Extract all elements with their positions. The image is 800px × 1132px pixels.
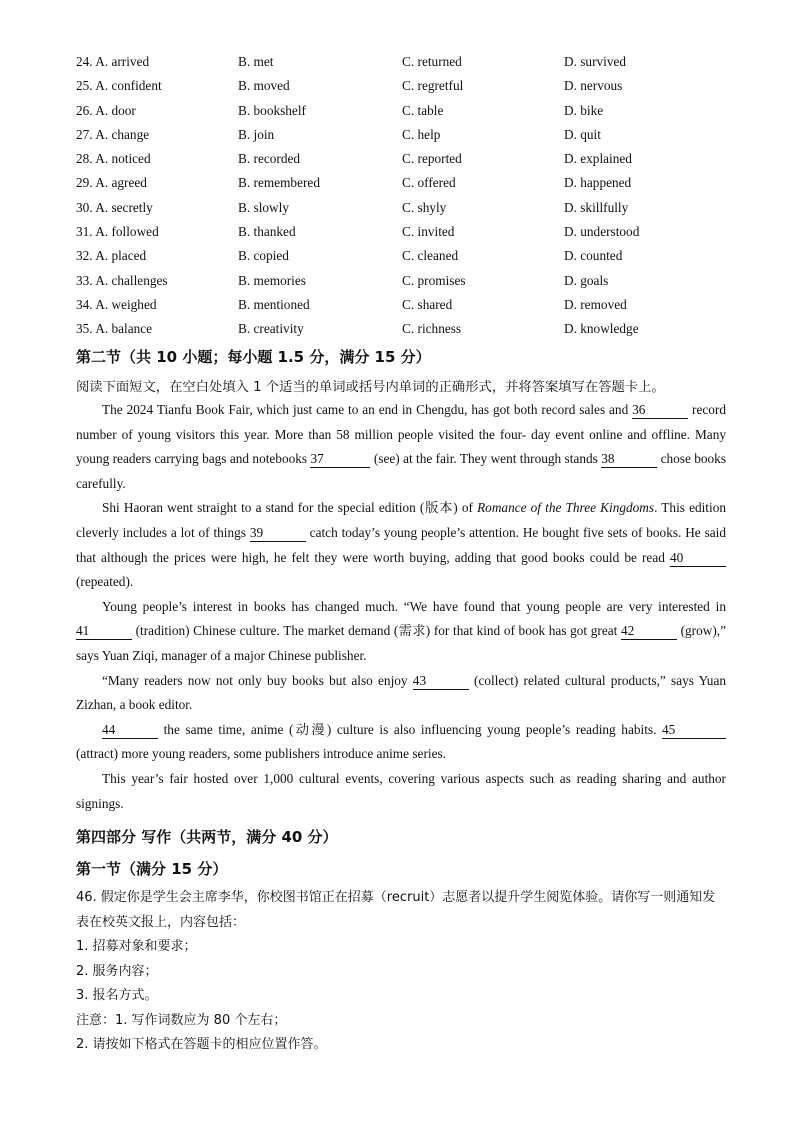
passage-paragraph [76, 669, 726, 718]
sub-heading: 第一节（满分 15 分） [76, 860, 228, 878]
blank-45: 45 [662, 721, 726, 739]
option-row [76, 171, 736, 195]
option-d: D. removed [564, 296, 627, 312]
option-row [76, 74, 736, 98]
option-d: D. counted [564, 248, 623, 264]
option-d: D. explained [564, 151, 632, 167]
option-c: C. richness [402, 321, 462, 337]
option-c: C. table [402, 102, 444, 118]
option-c: C. promises [402, 272, 466, 288]
task-item: 1. 招募对象和要求； [76, 939, 197, 954]
task-note: 2. 请按如下格式在答题卡的相应位置作答。 [76, 1037, 327, 1052]
option-a: 26. A. door [76, 102, 136, 118]
option-c: C. returned [402, 54, 462, 69]
option-d: D. skillfully [564, 199, 629, 215]
part-heading: 第四部分 写作（共两节，满分 40 分） [76, 828, 338, 846]
option-a: 24. A. arrived [76, 54, 150, 69]
option-b: B. moved [238, 78, 290, 94]
option-b: B. remembered [238, 175, 320, 191]
option-row [76, 99, 736, 123]
options-table [76, 50, 736, 342]
option-b: B. mentioned [238, 296, 310, 312]
passage-text: Shi Haoran went straight to a stand for the special edition (版本) of [102, 500, 478, 516]
option-d: D. knowledge [564, 321, 639, 337]
option-a: 35. A. balance [76, 321, 153, 337]
option-b: B. join [238, 126, 275, 142]
option-a: 31. A. followed [76, 224, 159, 240]
writing-task [76, 886, 726, 1058]
option-d: D. understood [564, 224, 640, 240]
passage-text: catch today’s young people’s attention. He bought five sets of books. He said that although the prices were high, he felt they were worth buying, adding that good books could be read [76, 524, 726, 565]
option-d: D. happened [564, 175, 632, 191]
option-row [76, 317, 736, 341]
option-row [76, 50, 736, 74]
option-a: 33. A. challenges [76, 272, 168, 288]
book-title: Romance of the Three Kingdoms [477, 500, 655, 516]
option-row [76, 147, 736, 171]
passage-text: “Many readers now not only buy books but also enjoy [102, 672, 413, 688]
option-row [76, 269, 736, 293]
blank-40: 40 [670, 549, 726, 567]
blank-37: 37 [310, 450, 370, 468]
option-row [76, 196, 736, 220]
passage-paragraph: This year’s fair hosted over 1,000 cultural events, covering various aspects such as reading sharing and author signings. [76, 770, 726, 811]
option-c: C. invited [402, 224, 455, 240]
passage-text: (collect) related cultural products,” says Yuan Zizhan, a book editor. [76, 672, 726, 713]
passage-text: the same time, anime (动漫) culture is also influencing young people’s reading habits. [158, 721, 662, 737]
blank-36: 36 [632, 401, 688, 419]
option-c: C. reported [402, 151, 462, 167]
option-c: C. cleaned [402, 248, 459, 264]
section-heading: 第二节（共 10 小题；每小题 1.5 分，满分 15 分） [76, 348, 431, 366]
option-c: C. regretful [402, 78, 464, 94]
option-b: B. met [238, 54, 274, 69]
passage-text: (repeated). [76, 574, 134, 590]
option-c: C. help [402, 126, 441, 142]
task-note: 注意：1. 写作词数应为 80 个左右； [76, 1012, 287, 1028]
option-a: 27. A. change [76, 126, 150, 142]
option-a: 30. A. secretly [76, 199, 153, 215]
passage-paragraph [76, 496, 726, 594]
passage-text: The 2024 Tianfu Book Fair, which just came to an end in Chengdu, has got both record sales and [102, 402, 633, 417]
option-a: 34. A. weighed [76, 296, 157, 312]
passage-text: record number of young visitors this year. More than 58 million people visited the four- day event online and offline. Many young readers carrying bags and notebooks [76, 402, 727, 467]
option-b: B. bookshelf [238, 102, 306, 118]
option-d: D. nervous [564, 78, 623, 94]
option-a: 29. A. agreed [76, 175, 147, 191]
blank-44: 44 [102, 721, 158, 739]
task-item: 3. 报名方式。 [76, 988, 158, 1003]
option-a: 28. A. noticed [76, 151, 151, 167]
option-row [76, 220, 736, 244]
section-instruction: 阅读下面短文，在空白处填入 1 个适当的单词或括号内单词的正确形式，并将答案填写在答题卡上。 [76, 380, 665, 395]
passage-text: Young people’s interest in books has changed much. “We have found that young people are very interested in [102, 598, 726, 614]
option-b: B. thanked [238, 224, 296, 240]
option-row [76, 123, 736, 147]
option-row [76, 244, 736, 268]
option-row [76, 293, 736, 317]
passage-text: (tradition) Chinese culture. The market demand (需求) for that kind of book has got great [132, 623, 621, 639]
passage-paragraph [76, 398, 726, 496]
passage-text: chose books carefully. [76, 451, 726, 491]
passage-text: (attract) more young readers, some publishers introduce anime series. [76, 746, 446, 762]
option-b: B. copied [238, 248, 289, 264]
option-a: 25. A. confident [76, 78, 162, 94]
option-b: B. slowly [238, 199, 289, 215]
passage-text: . This edition cleverly includes a lot of things [76, 500, 726, 540]
option-b: B. creativity [238, 321, 304, 337]
passage-paragraph [76, 595, 726, 669]
option-c: C. shared [402, 296, 453, 312]
option-b: B. memories [238, 272, 306, 288]
blank-43: 43 [413, 672, 469, 690]
passage-text: (grow),” says Yuan Ziqi, manager of a major Chinese publisher. [76, 623, 727, 663]
blank-41: 41 [76, 622, 132, 640]
option-c: C. shyly [402, 199, 447, 215]
option-d: D. survived [564, 54, 627, 69]
option-a: 32. A. placed [76, 248, 147, 264]
passage-text: (see) at the fair. They went through stands [370, 451, 602, 467]
option-c: C. offered [402, 175, 456, 191]
task-prompt: 46. 假定你是学生会主席李华，你校图书馆正在招募（recruit）志愿者以提升学生阅览体验。请你写一则通知发表在校英文报上，内容包括： [76, 890, 716, 930]
blank-38: 38 [601, 450, 657, 468]
reading-passage [76, 398, 726, 816]
blank-39: 39 [250, 524, 306, 542]
task-item: 2. 服务内容； [76, 963, 158, 979]
option-d: D. bike [564, 102, 604, 118]
passage-paragraph [76, 718, 726, 767]
blank-42: 42 [621, 622, 677, 640]
option-b: B. recorded [238, 151, 301, 167]
option-d: D. goals [564, 272, 609, 288]
option-d: D. quit [564, 126, 601, 142]
